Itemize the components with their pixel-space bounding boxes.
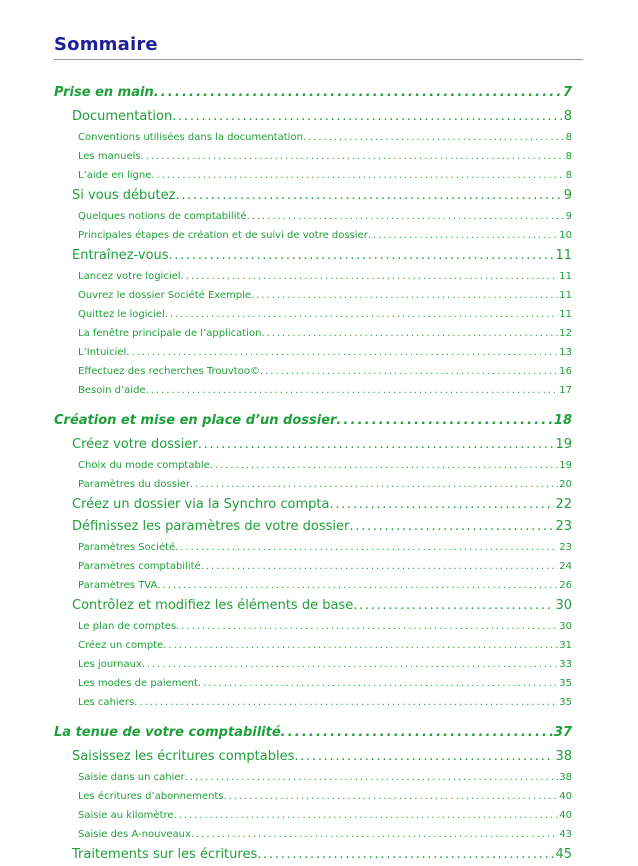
toc-entry-page-number: 23 xyxy=(555,519,572,534)
toc-entry-page-number: 18 xyxy=(553,413,572,428)
dot-leader xyxy=(261,324,558,343)
dot-leader xyxy=(210,456,559,475)
dot-leader xyxy=(294,746,554,768)
toc-entry-level-3[interactable] xyxy=(54,617,572,636)
toc-entry-title: Les journaux xyxy=(78,659,142,670)
dot-leader xyxy=(185,768,559,787)
toc-entry-page-number: 45 xyxy=(555,847,572,862)
toc-entry-level-2[interactable] xyxy=(54,844,572,866)
toc-entry-title: Besoin d’aide xyxy=(78,385,146,396)
toc-entry-title: Créez un compte xyxy=(78,640,164,651)
toc-entry-level-3[interactable] xyxy=(54,806,572,825)
toc-entry-title: Ouvrez le dossier Société Exemple xyxy=(78,290,252,301)
dot-leader xyxy=(260,362,558,381)
toc-entry-page-number: 38 xyxy=(555,749,572,764)
toc-entry-page-number: 11 xyxy=(559,271,572,282)
toc-entry-level-3[interactable] xyxy=(54,768,572,787)
toc-entry-title: Paramètres du dossier xyxy=(78,479,190,490)
dot-leader xyxy=(336,408,552,434)
toc-entry-page-number: 38 xyxy=(559,772,572,783)
toc-entry-page-number: 35 xyxy=(559,678,572,689)
toc-entry-page-number: 22 xyxy=(555,497,572,512)
toc-entry-page-number: 20 xyxy=(559,479,572,490)
toc-entry-title: La fenêtre principale de l’application xyxy=(78,328,262,339)
toc-entry-page-number: 7 xyxy=(562,85,572,100)
toc-entry-level-1[interactable] xyxy=(54,720,572,746)
dot-leader xyxy=(198,674,558,693)
dot-leader xyxy=(146,381,559,400)
toc-entry-title: Quelques notions de comptabilité xyxy=(78,211,247,222)
toc-entry-level-3[interactable] xyxy=(54,305,572,324)
toc-entry-level-3[interactable] xyxy=(54,557,572,576)
toc-entry-level-2[interactable] xyxy=(54,746,572,768)
dot-leader xyxy=(126,343,558,362)
dot-leader xyxy=(251,286,558,305)
dot-leader xyxy=(349,516,554,538)
toc-entry-level-1[interactable] xyxy=(54,80,572,106)
dot-leader xyxy=(223,787,558,806)
toc-entry-level-1[interactable] xyxy=(54,408,572,434)
dot-leader xyxy=(198,434,555,456)
dot-leader xyxy=(368,226,558,245)
toc-entry-level-3[interactable] xyxy=(54,636,572,655)
dot-leader xyxy=(353,595,554,617)
toc-entry-title: Contrôlez et modifiez les éléments de base xyxy=(72,598,354,613)
toc-entry-page-number: 30 xyxy=(559,621,572,632)
toc-entry-level-3[interactable] xyxy=(54,674,572,693)
toc-entry-level-3[interactable] xyxy=(54,475,572,494)
toc-entry-page-number: 9 xyxy=(563,188,572,203)
toc-entry-title: Création et mise en place d’un dossier xyxy=(54,413,337,428)
toc-entry-title: Les modes de paiement xyxy=(78,678,198,689)
dot-leader xyxy=(257,844,554,866)
toc-entry-title: Quittez le logiciel xyxy=(78,309,165,320)
dot-leader xyxy=(163,636,558,655)
title-divider xyxy=(54,59,583,60)
toc-entry-level-3[interactable] xyxy=(54,286,572,305)
toc-entry-page-number: 26 xyxy=(559,580,572,591)
toc-entry-page-number: 8 xyxy=(563,109,572,124)
dot-leader xyxy=(169,245,555,267)
toc-entry-page-number: 12 xyxy=(559,328,572,339)
table-of-contents xyxy=(54,80,572,866)
dot-leader xyxy=(181,267,559,286)
dot-leader xyxy=(141,147,565,166)
toc-entry-title: Conventions utilisées dans la documentation xyxy=(78,132,303,143)
toc-entry-page-number: 43 xyxy=(559,829,572,840)
toc-entry-title: Documentation xyxy=(72,109,173,124)
toc-entry-level-3[interactable] xyxy=(54,825,572,844)
toc-entry-page-number: 8 xyxy=(565,170,572,181)
toc-entry-title: Créez un dossier via la Synchro compta xyxy=(72,497,330,512)
toc-entry-title: Les manuels xyxy=(78,151,141,162)
dot-leader xyxy=(201,557,559,576)
toc-entry-title: Créez votre dossier xyxy=(72,437,198,452)
dot-leader xyxy=(142,655,558,674)
toc-entry-level-3[interactable] xyxy=(54,362,572,381)
toc-entry-page-number: 8 xyxy=(565,151,572,162)
toc-entry-page-number: 35 xyxy=(559,697,572,708)
dot-leader xyxy=(174,806,559,825)
toc-entry-level-3[interactable] xyxy=(54,207,572,226)
toc-entry-page-number: 24 xyxy=(559,561,572,572)
toc-entry-level-3[interactable] xyxy=(54,456,572,475)
toc-entry-page-number: 37 xyxy=(553,725,572,740)
dot-leader xyxy=(165,305,559,324)
toc-entry-title: Saisie dans un cahier xyxy=(78,772,185,783)
toc-entry-title: L’aide en ligne xyxy=(78,170,152,181)
toc-entry-title: Entraînez-vous xyxy=(72,248,169,263)
toc-entry-title: Définissez les paramètres de votre dossier xyxy=(72,519,350,534)
toc-entry-page-number: 11 xyxy=(559,309,572,320)
toc-entry-title: Si vous débutez xyxy=(72,188,176,203)
toc-entry-level-3[interactable] xyxy=(54,324,572,343)
toc-entry-title: Le plan de comptes xyxy=(78,621,177,632)
toc-entry-page-number: 10 xyxy=(559,230,572,241)
toc-entry-page-number: 40 xyxy=(559,791,572,802)
toc-entry-title: Paramètres comptabilité xyxy=(78,561,201,572)
toc-entry-page-number: 16 xyxy=(559,366,572,377)
toc-entry-level-3[interactable] xyxy=(54,343,572,362)
toc-entry-page-number: 8 xyxy=(565,132,572,143)
page-title: Sommaire xyxy=(54,34,158,55)
dot-leader xyxy=(175,185,562,207)
toc-entry-title: Les écritures d’abonnements xyxy=(78,791,224,802)
toc-entry-title: L’Intuiciel xyxy=(78,347,127,358)
toc-entry-title: Paramètres TVA xyxy=(78,580,158,591)
dot-leader xyxy=(329,494,554,516)
toc-entry-level-3[interactable] xyxy=(54,576,572,595)
dot-leader xyxy=(134,693,558,712)
toc-entry-level-3[interactable] xyxy=(54,128,572,147)
dot-leader xyxy=(172,106,563,128)
toc-entry-title: Prise en main xyxy=(54,85,154,100)
toc-entry-page-number: 31 xyxy=(559,640,572,651)
dot-leader xyxy=(281,720,553,746)
toc-entry-title: La tenue de votre comptabilité xyxy=(54,725,281,740)
toc-entry-page-number: 11 xyxy=(555,248,572,263)
toc-entry-title: Paramètres Société xyxy=(78,542,176,553)
toc-entry-title: Saisissez les écritures comptables xyxy=(72,749,295,764)
toc-entry-page-number: 17 xyxy=(559,385,572,396)
toc-entry-title: Effectuez des recherches Trouvtoo© xyxy=(78,366,260,377)
toc-entry-title: Traitements sur les écritures xyxy=(72,847,258,862)
toc-entry-title: Lancez votre logiciel xyxy=(78,271,181,282)
toc-entry-page-number: 23 xyxy=(559,542,572,553)
toc-entry-page-number: 13 xyxy=(559,347,572,358)
toc-entry-level-3[interactable] xyxy=(54,166,572,185)
toc-entry-page-number: 19 xyxy=(559,460,572,471)
toc-entry-page-number: 40 xyxy=(559,810,572,821)
toc-entry-page-number: 11 xyxy=(559,290,572,301)
toc-entry-page-number: 9 xyxy=(565,211,572,222)
toc-entry-level-2[interactable] xyxy=(54,516,572,538)
toc-entry-title: Saisie des A-nouveaux xyxy=(78,829,191,840)
toc-entry-page-number: 30 xyxy=(555,598,572,613)
toc-entry-level-2[interactable] xyxy=(54,106,572,128)
toc-entry-page-number: 33 xyxy=(559,659,572,670)
dot-leader xyxy=(190,475,558,494)
toc-entry-level-2[interactable] xyxy=(54,595,572,617)
toc-entry-level-3[interactable] xyxy=(54,147,572,166)
dot-leader xyxy=(191,825,558,844)
dot-leader xyxy=(176,617,558,636)
toc-entry-title: Choix du mode comptable xyxy=(78,460,210,471)
toc-entry-level-3[interactable] xyxy=(54,538,572,557)
dot-leader xyxy=(175,538,558,557)
toc-entry-level-3[interactable] xyxy=(54,381,572,400)
toc-entry-level-2[interactable] xyxy=(54,245,572,267)
dot-leader xyxy=(154,80,562,106)
toc-entry-level-3[interactable] xyxy=(54,267,572,286)
dot-leader xyxy=(151,166,564,185)
dot-leader xyxy=(247,207,565,226)
toc-entry-title: Principales étapes de création et de suivi de votre dossier xyxy=(78,230,368,241)
toc-entry-level-2[interactable] xyxy=(54,185,572,207)
toc-entry-page-number: 19 xyxy=(555,437,572,452)
toc-entry-level-3[interactable] xyxy=(54,655,572,674)
dot-leader xyxy=(303,128,565,147)
toc-entry-title: Saisie au kilomètre xyxy=(78,810,174,821)
toc-entry-level-2[interactable] xyxy=(54,494,572,516)
dot-leader xyxy=(157,576,558,595)
toc-entry-level-3[interactable] xyxy=(54,787,572,806)
toc-entry-title: Les cahiers xyxy=(78,697,135,708)
toc-entry-level-3[interactable] xyxy=(54,226,572,245)
toc-entry-level-2[interactable] xyxy=(54,434,572,456)
toc-entry-level-3[interactable] xyxy=(54,693,572,712)
